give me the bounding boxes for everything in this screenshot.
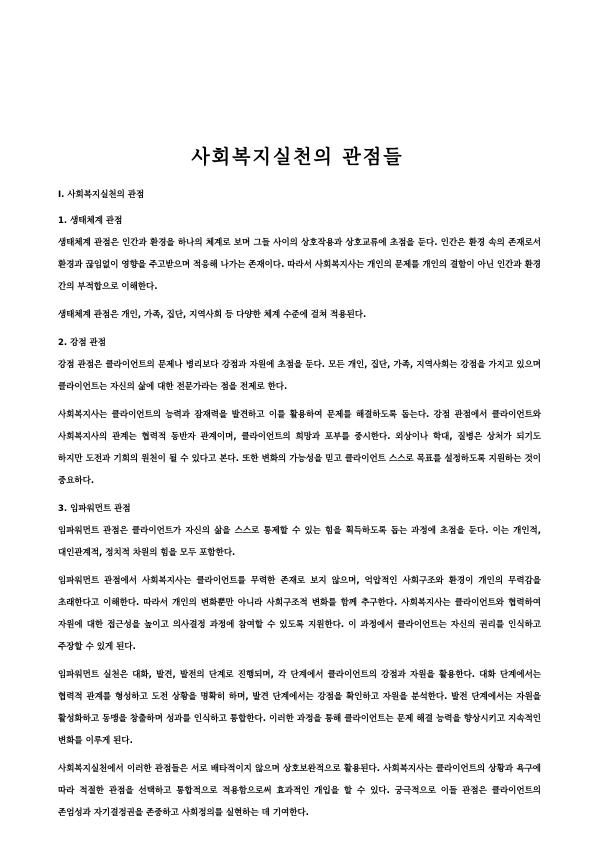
- body-paragraph: 강점 관점은 클라이언트의 문제나 병리보다 강점과 자원에 초점을 둔다. 모든 개인, 집단, 가족, 지역사회는 강점을 가지고 있으며 클라이언트는 자신의 삶에 대한 전문가라는 점을 전제로 한다.: [58, 360, 541, 392]
- body-paragraph: 임파워먼트 관점은 클라이언트가 자신의 삶을 스스로 통제할 수 있는 힘을 획득하도록 돕는 과정에 초점을 둔다. 이는 개인적, 대인관계적, 정치적 차원의 힘을 모두 포함한다.: [58, 526, 541, 558]
- body-paragraph: 임파워먼트 관점에서 사회복지사는 클라이언트를 무력한 존재로 보지 않으며, 억압적인 사회구조와 환경이 개인의 무력감을 초래한다고 이해한다. 따라서 개인의 변화뿐만 아니라 사회구조적 변화를 함께 추구한다. 사회복지사는 클라이언트와 협력하여 자원에 대한 접근성을 높이고 의사결정 과정에 참여할 수 있도록 지원한다. 이 과정에서 클라이언트는 자신의 권리를 인식하고 주장할 수 있게 된다.: [58, 576, 541, 652]
- section-empowerment: [58, 498, 541, 824]
- section-ecosystem: [58, 210, 541, 326]
- body-paragraph: 사회복지실천에서 이러한 관점들은 서로 배타적이지 않으며 상호보완적으로 활용된다. 사회복지사는 클라이언트의 상황과 욕구에 따라 적절한 관점을 선택하고 통합적으로 적용함으로써 효과적인 개입을 할 수 있다. 궁극적으로 이들 관점은 클라이언트의 존엄성과 자기결정권을 존중하고 사회정의를 실현하는 데 기여한다.: [58, 764, 541, 818]
- section-heading: 3. 임파워먼트 관점: [58, 504, 131, 514]
- section-strengths: [58, 332, 541, 492]
- main-heading: Ⅰ. 사회복지실천의 관점: [58, 190, 145, 200]
- document-body: [58, 184, 541, 830]
- section-heading: 2. 강점 관점: [58, 338, 106, 348]
- body-paragraph: 생태체계 관점은 인간과 환경을 하나의 체계로 보며 그들 사이의 상호작용과 상호교류에 초점을 둔다. 인간은 환경 속의 존재로서 환경과 끊임없이 영향을 주고받으며 적응해 나가는 존재이다. 따라서 사회복지사는 개인의 문제를 개인의 결함이 아닌 인간과 환경 간의 부적합으로 이해한다.: [58, 238, 541, 292]
- body-paragraph: 사회복지사는 클라이언트의 능력과 잠재력을 발견하고 이를 활용하여 문제를 해결하도록 돕는다. 강점 관점에서 클라이언트와 사회복지사의 관계는 협력적 동반자 관계이며, 클라이언트의 희망과 포부를 중시한다. 외상이나 학대, 질병은 상처가 되기도 하지만 도전과 기회의 원천이 될 수 있다고 본다. 또한 변화의 가능성을 믿고 클라이언트 스스로 목표를 설정하도록 지원하는 것이 중요하다.: [58, 410, 541, 486]
- document-title: 사회복지실천의 관점들: [191, 146, 404, 168]
- body-paragraph: 생태체계 관점은 개인, 가족, 집단, 지역사회 등 다양한 체계 수준에 걸쳐 적용된다.: [58, 310, 367, 320]
- body-paragraph: 임파워먼트 실천은 대화, 발견, 발전의 단계로 진행되며, 각 단계에서 클라이언트의 강점과 자원을 활용한다. 대화 단계에서는 협력적 관계를 형성하고 도전 상황을 명확히 하며, 발견 단계에서는 강점을 확인하고 자원을 분석한다. 발전 단계에서는 자원을 활성화하고 동맹을 창출하며 성과를 인식하고 통합한다. 이러한 과정을 통해 클라이언트는 문제 해결 능력을 향상시키고 지속적인 변화를 이루게 된다.: [58, 670, 541, 746]
- section-heading: 1. 생태체계 관점: [58, 216, 123, 226]
